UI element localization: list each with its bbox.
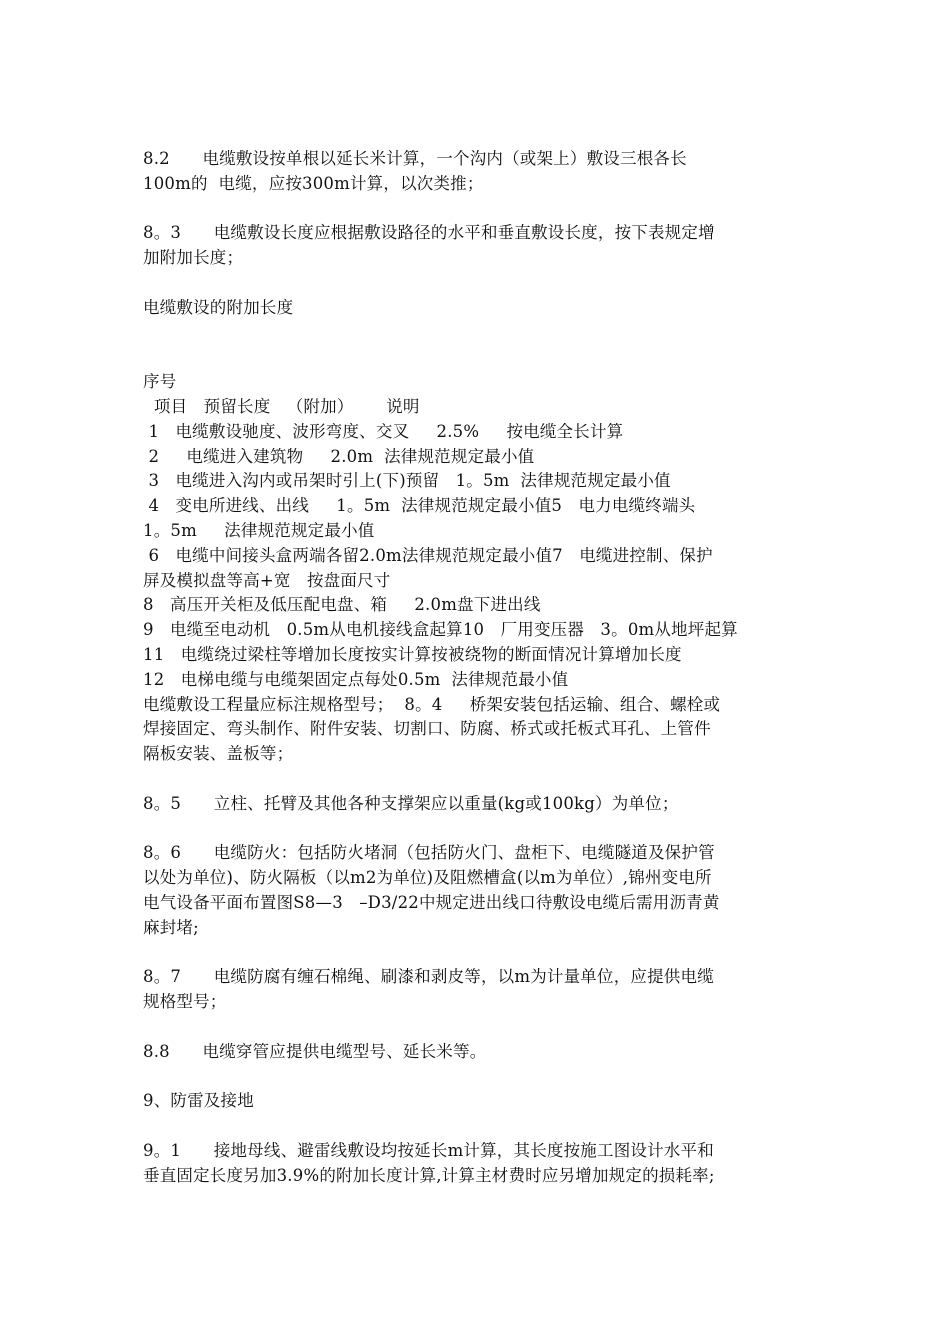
table-line: 12 电梯电缆与电缆架固定点每处0.5m 法律规范最小值: [143, 669, 569, 689]
table-line: 项目 预留长度 （附加） 说明: [143, 396, 420, 416]
text-line: 8。7 电缆防腐有缠石棉绳、刷漆和剥皮等，以m为计量单位，应提供电缆: [143, 967, 714, 987]
text-line: 100m的 电缆，应按300m计算，以次类推；: [143, 173, 484, 193]
table-caption: [143, 296, 823, 321]
table-line: 2 电缆进入建筑物 2.0m 法律规范规定最小值: [143, 446, 535, 466]
text-line: 9。1 接地母线、避雷线敷设均按延长m计算，其长度按施工图设计水平和: [143, 1140, 714, 1160]
table-line: 6 电缆中间接头盒两端各留2.0m法律规范规定最小值7 电缆进控制、保护: [143, 545, 713, 565]
paragraph-9-1: [143, 1139, 823, 1189]
paragraph-8-8: [143, 1040, 823, 1065]
paragraph-8-5: [143, 792, 823, 817]
additional-length-table: [143, 370, 823, 767]
table-line: 9 电缆至电动机 0.5m从电机接线盒起算10 厂用变压器 3。0m从地坪起算: [143, 620, 738, 640]
paragraph-8-2: [143, 147, 823, 197]
text-line: 规格型号；: [143, 992, 227, 1012]
table-line: 11 电缆绕过梁柱等增加长度按实计算按被绕物的断面情况计算增加长度: [143, 644, 682, 664]
table-line: 1 电缆敷设驰度、波形弯度、交叉 2.5% 按电缆全长计算: [143, 421, 624, 441]
text-line: 垂直固定长度另加3.9%的附加长度计算,计算主材费时应另增加规定的损耗率;: [143, 1165, 715, 1185]
text-line: 9、防雷及接地: [143, 1091, 254, 1111]
text-line: 电缆敷设的附加长度: [143, 297, 294, 317]
text-line: 电气设备平面布置图S8—3 –D3/22中规定进出线口待敷设电缆后需用沥青黄: [143, 892, 720, 912]
text-line: 加附加长度；: [143, 248, 244, 268]
table-line: 序号: [143, 372, 177, 392]
text-line: 以处为单位)、防火隔板（以m2为单位)及阻燃槽盒(以m为单位）,锦州变电所: [143, 868, 712, 888]
table-line: 3 电缆进入沟内或吊架时引上(下)预留 1。5m 法律规范规定最小值: [143, 471, 671, 491]
table-line: 隔板安装、盖板等；: [143, 744, 294, 764]
paragraph-8-6: [143, 841, 823, 940]
text-line: 麻封堵;: [143, 917, 199, 937]
paragraph-8-3: [143, 221, 823, 271]
text-line: 8.8 电缆穿管应提供电缆型号、延长米等。: [143, 1041, 487, 1061]
text-line: 8。3 电缆敷设长度应根据敷设路径的水平和垂直敷设长度，按下表规定增: [143, 223, 715, 243]
document-body: [143, 147, 823, 1188]
section-heading-9: [143, 1089, 823, 1114]
table-line: 焊接固定、弯头制作、附件安装、切割口、防腐、桥式或托板式耳孔、上管件: [143, 719, 711, 739]
text-line: 8.2 电缆敷设按单根以延长米计算，一个沟内（或架上）敷设三根各长: [143, 149, 687, 168]
text-line: 8。6 电缆防火：包括防火堵洞（包括防火门、盘柜下、电缆隧道及保护管: [143, 843, 715, 863]
paragraph-8-7: [143, 965, 823, 1015]
table-line: 电缆敷设工程量应标注规格型号； 8。4 桥架安装包括运输、组合、螺栓或: [143, 694, 721, 714]
table-line: 屏及模拟盘等高+宽 按盘面尺寸: [143, 570, 391, 590]
text-line: 8。5 立柱、托臂及其他各种支撑架应以重量(kg或100kg）为单位；: [143, 793, 679, 813]
table-line: 4 变电所进线、出线 1。5m 法律规范规定最小值5 电力电缆终端头: [143, 496, 696, 516]
table-line: 1。5m 法律规范规定最小值: [143, 520, 375, 540]
table-line: 8 高压开关柜及低压配电盘、箱 2.0m盘下进出线: [143, 595, 541, 615]
